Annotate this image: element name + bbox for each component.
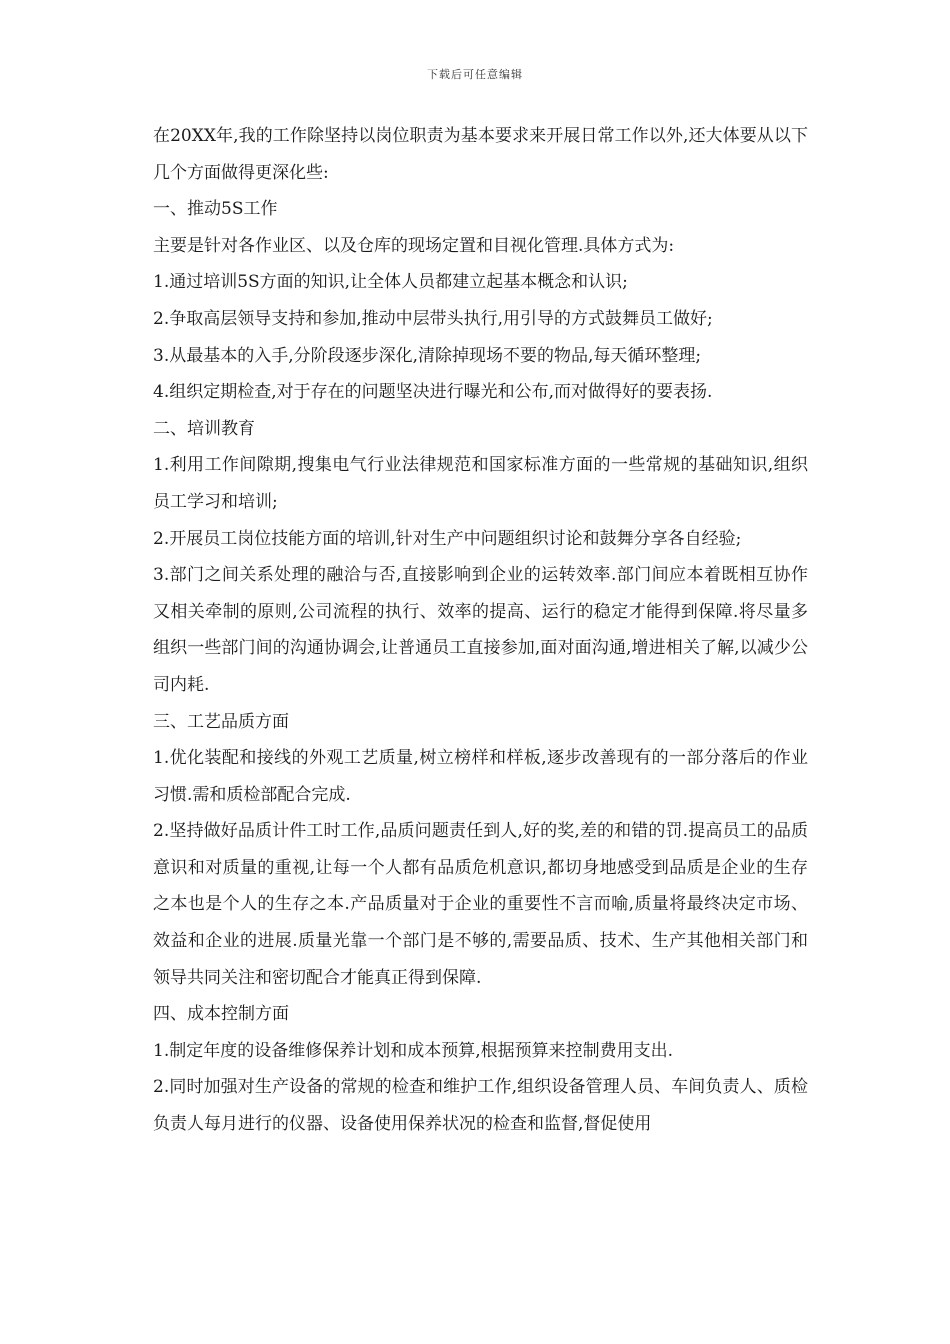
section-heading-quality: 三、工艺品质方面 <box>153 711 289 732</box>
list-item: 1.制定年度的设备维修保养计划和成本预算,根据预算来控制费用支出. <box>153 1040 674 1061</box>
list-item: 2.坚持做好品质计件工时工作,品质问题责任到人,好的奖,差的和错的罚.提高员工的品质意识和对质量的重视,让每一个人都有品质危机意识,都切身地感受到品质是企业的生存之本也是个人的生存之本.产品质量对于企业的重要性不言而喻,质量将最终决定市场、效益和企业的进展.质量光靠一个部门是不够的,需要品质、技术、生产其他相关部门和领导共同关注和密切配合才能真正得到保障. <box>153 821 808 988</box>
section-heading-training: 二、培训教育 <box>153 418 255 439</box>
list-item: 1.通过培训5S方面的知识,让全体人员都建立起基本概念和认识; <box>153 272 628 293</box>
list-item: 1.优化装配和接线的外观工艺质量,树立榜样和样板,逐步改善现有的一部分落后的作业习惯.需和质检部配合完成. <box>153 748 808 805</box>
list-item: 3.从最基本的入手,分阶段逐步深化,清除掉现场不要的物品,每天循环整理; <box>153 345 702 366</box>
list-item: 2.争取高层领导支持和参加,推动中层带头执行,用引导的方式鼓舞员工做好; <box>153 308 713 329</box>
intro-paragraph: 在20XX年,我的工作除坚持以岗位职责为基本要求来开展日常工作以外,还大体要从以下几个方面做得更深化些: <box>153 126 808 183</box>
list-item: 1.利用工作间隙期,搜集电气行业法律规范和国家标准方面的一些常规的基础知识,组织员工学习和培训; <box>153 455 808 512</box>
section-heading-cost: 四、成本控制方面 <box>153 1004 289 1025</box>
section-heading-5s: 一、推动5S工作 <box>153 199 278 220</box>
list-item: 4.组织定期检查,对于存在的问题坚决进行曝光和公布,而对做得好的要表扬. <box>153 382 713 403</box>
document-body <box>143 118 808 1143</box>
list-item: 3.部门之间关系处理的融洽与否,直接影响到企业的运转效率.部门间应本着既相互协作又相关牵制的原则,公司流程的执行、效率的提高、运行的稳定才能得到保障.将尽量多组织一些部门间的沟通协调会,让普通员工直接参加,面对面沟通,增进相关了解,以减少公司内耗. <box>153 565 808 695</box>
page-header: 下载后可任意编辑 <box>427 68 523 81</box>
paragraph: 主要是针对各作业区、以及仓库的现场定置和目视化管理.具体方式为: <box>153 235 675 256</box>
list-item: 2.开展员工岗位技能方面的培训,针对生产中问题组织讨论和鼓舞分享各自经验; <box>153 528 742 549</box>
list-item: 2.同时加强对生产设备的常规的检查和维护工作,组织设备管理人员、车间负责人、质检负责人每月进行的仪器、设备使用保养状况的检查和监督,督促使用 <box>153 1077 808 1135</box>
